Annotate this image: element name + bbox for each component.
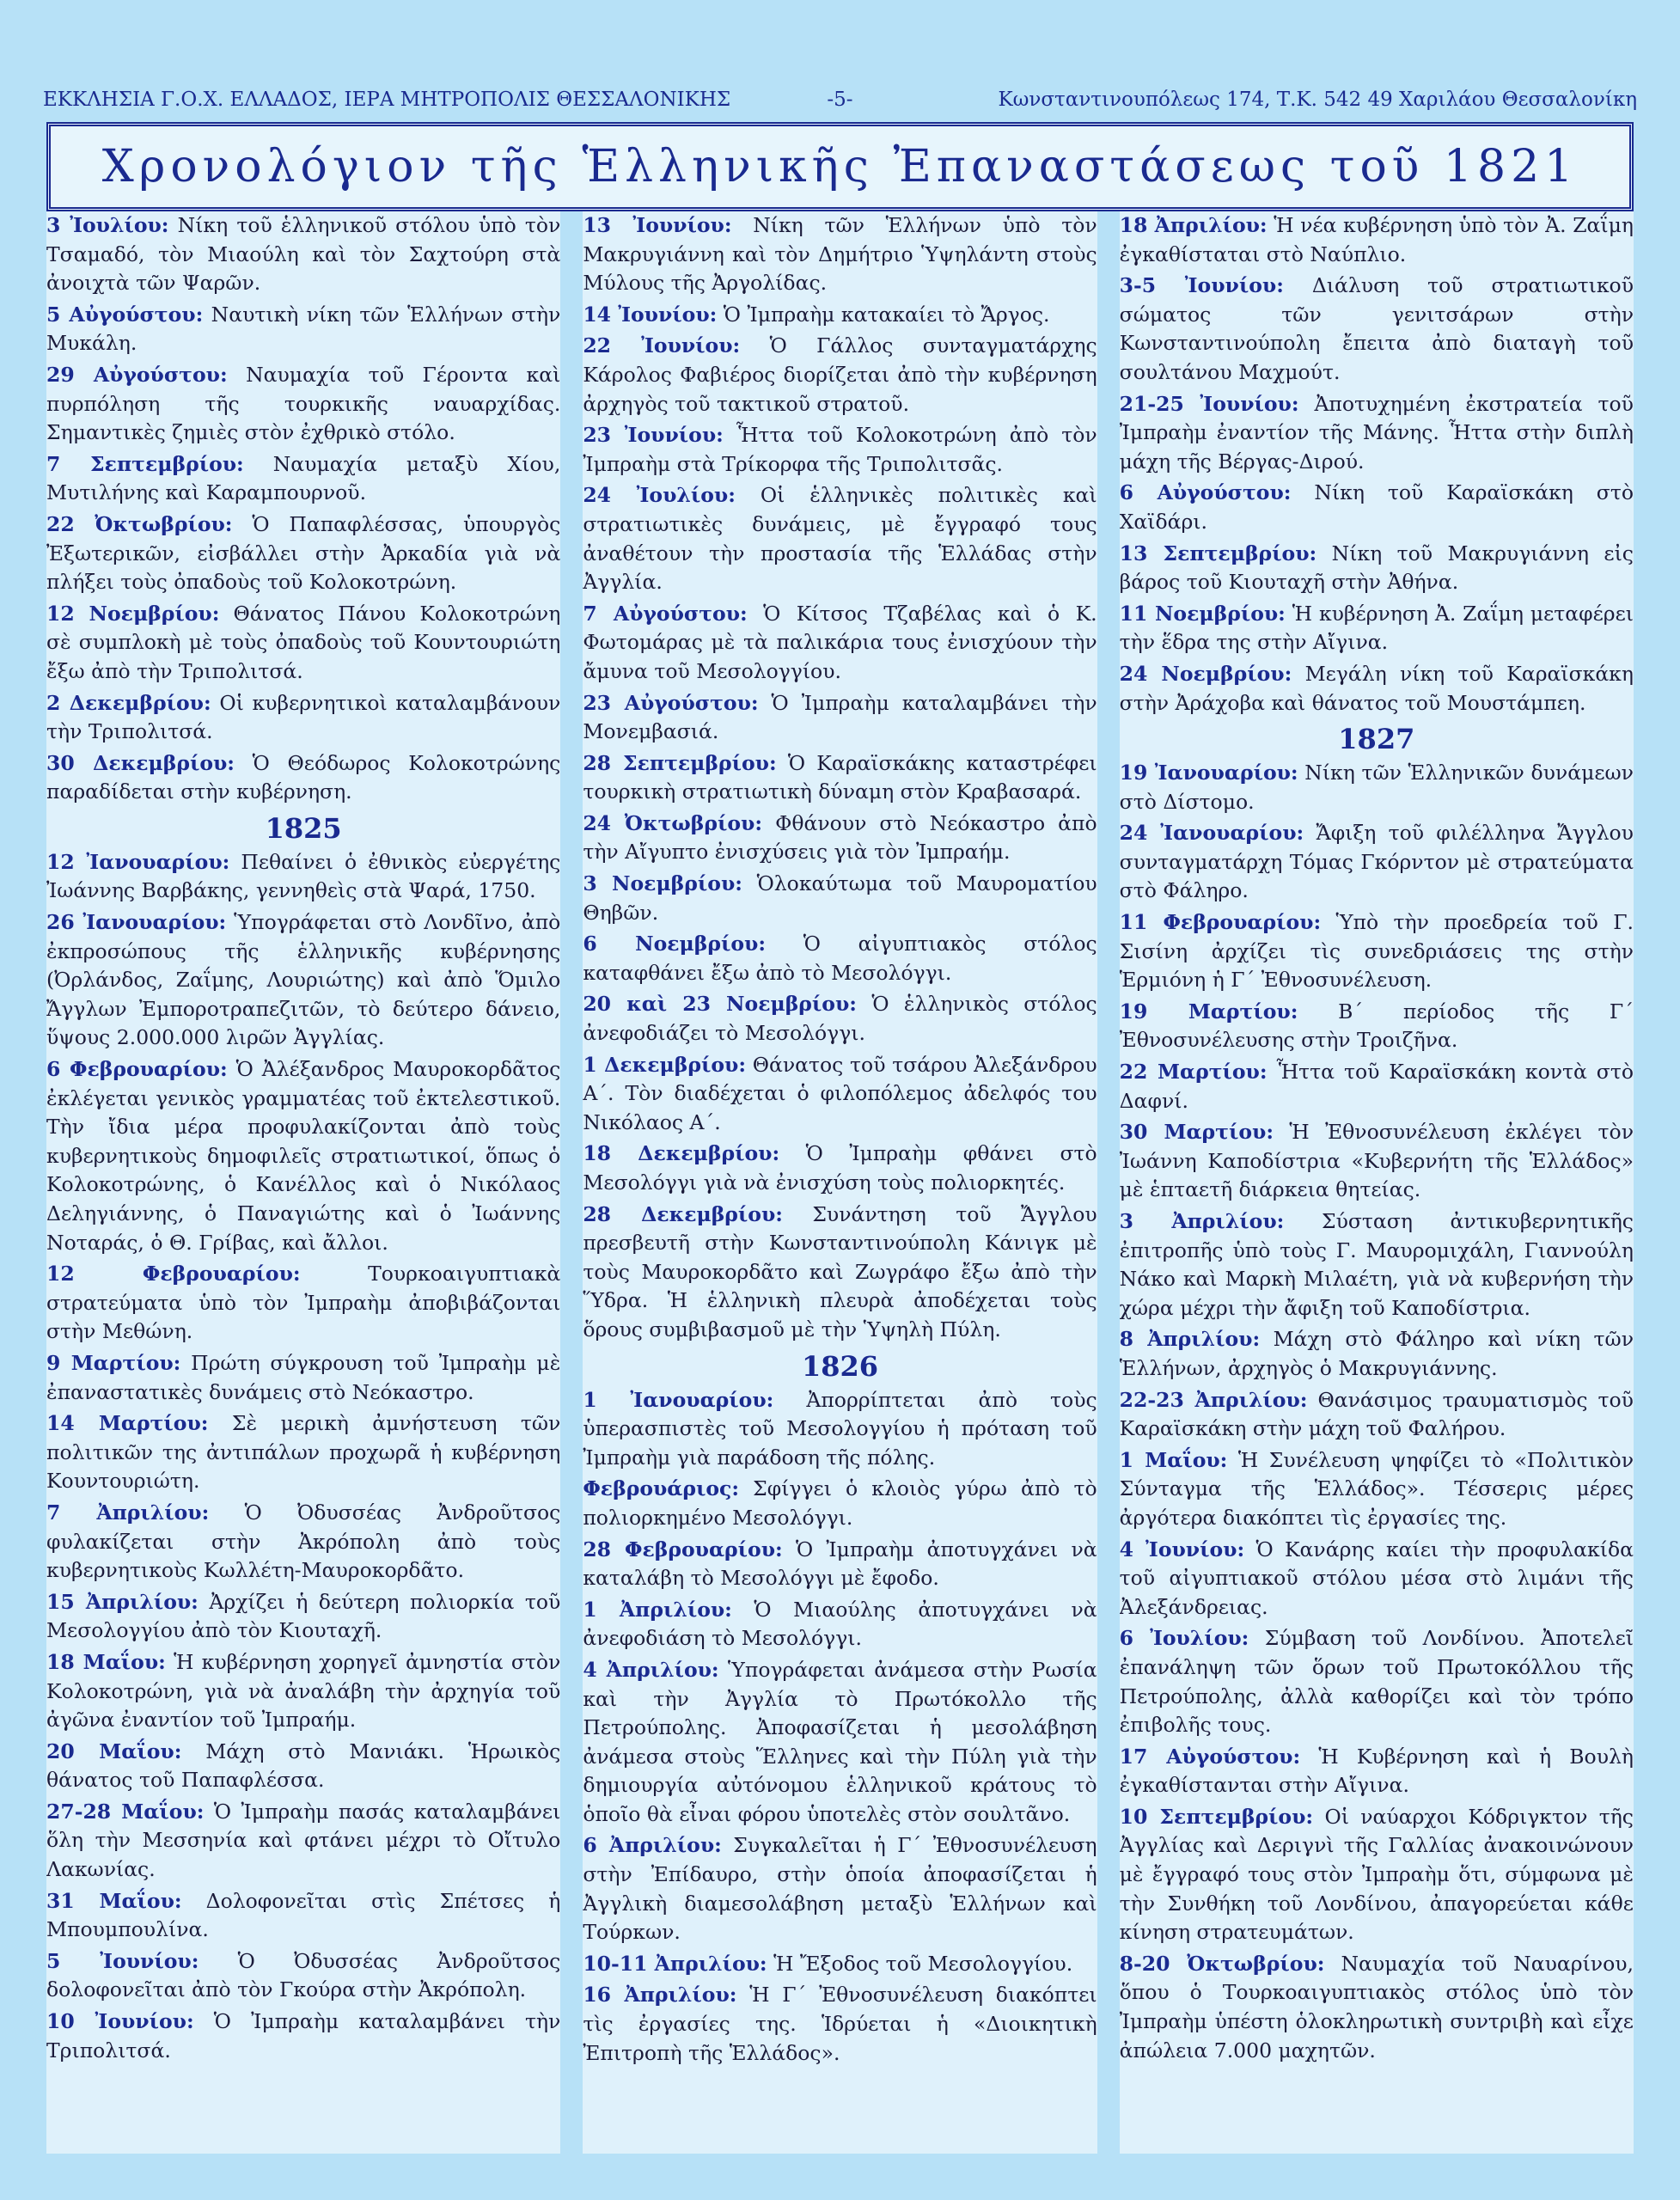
entry-text: Νίκη τῶν Ἑλληνικῶν δυνάμεων στὸ Δίστομο. xyxy=(1119,761,1634,814)
chronology-entry xyxy=(46,848,560,906)
chronology-entry xyxy=(1120,1950,1634,2065)
entry-date: 6 Αὐγούστου: xyxy=(1119,480,1292,505)
chronology-entry xyxy=(46,689,560,747)
column-3 xyxy=(1120,211,1634,2154)
entry-text: Ὁ Ὀδυσσέας Ἀνδροῦτσος δολοφονεῖται ἀπὸ τὸν Γκούρα στὴν Ἀκρόπολη. xyxy=(46,1948,561,2002)
entry-text: Ὁ Ἀλέξανδρος Μαυροκορδᾶτος ἐκλέγεται γενικὸς γραμματέας τοῦ ἐκτελεστικοῦ. Τὴν ἴδια μέρα προφυλακίζονται ἀπὸ τοὺς κυβερνητικοὺς δημοφιλεῖς στρατιωτικοί, ὅπως ὁ Κολοκοτρώνης, ὁ Κανέλλος καὶ ὁ Νικόλαος Δεληγιάννης, ὁ Παναγιώτης καὶ ὁ Ἰωάννης Νοταράς, ὁ Θ. Γρίβας, καὶ ἄλλοι. xyxy=(46,1057,561,1255)
chronology-entry xyxy=(46,1260,560,1347)
entry-date: 24 Ὀκτωβρίου: xyxy=(583,810,763,835)
entry-date: 10 Ἰουνίου: xyxy=(46,2009,194,2034)
entry-date: 7 Σεπτεμβρίου: xyxy=(46,451,244,476)
entry-date: 10-11 Ἀπριλίου: xyxy=(583,1951,767,1976)
column-1 xyxy=(46,211,560,2154)
entry-text: Ἀρχίζει ἡ δεύτερη πολιορκία τοῦ Μεσολογγίου ἀπὸ τὸν Κιουταχῆ. xyxy=(46,1589,561,1643)
entry-date: 7 Αὐγούστου: xyxy=(583,601,748,626)
chronology-entry xyxy=(1120,1058,1634,1115)
chronology-entry xyxy=(583,332,1097,419)
entry-date: 6 Ἀπριλίου: xyxy=(583,1833,722,1858)
entry-date: 30 Δεκεμβρίου: xyxy=(46,750,235,775)
entry-date: 26 Ἰανουαρίου: xyxy=(46,910,227,935)
chronology-entry xyxy=(46,1499,560,1586)
chronology-entry xyxy=(583,990,1097,1048)
entry-text: Ὁ ἑλληνικὸς στόλος ἀνεφοδιάζει τὸ Μεσολόγγι. xyxy=(583,992,1097,1046)
entry-text: Σύσταση ἀντικυβερνητικῆς ἐπιτροπῆς ὑπὸ τοὺς Γ. Μαυρομιχάλη, Γιαννούλη Νάκο καὶ Μαρκὴ Μιλαέτη, γιὰ νὰ κυβερνήση τὴν χώρα μέχρι τὴν ἄφιξη τοῦ Καποδίστρια. xyxy=(1119,1209,1634,1320)
entry-date: 6 Νοεμβρίου: xyxy=(583,932,766,956)
entry-text: Σύμβαση τοῦ Λονδίνου. Ἀποτελεῖ ἐπανάληψη τῶν ὅρων τοῦ Πρωτοκόλλου τῆς Πετρούπολης, ἀλλὰ καθορίζει καὶ τὸν τρόπο ἐπιβολῆς τους. xyxy=(1119,1626,1634,1738)
entry-text: Ἡ κυβέρνηση Ἀ. Ζαΐμη μεταφέρει τὴν ἕδρα της στὴν Αἴγινα. xyxy=(1119,601,1634,655)
entry-text: Συγκαλεῖται ἡ Γ΄ Ἐθνοσυνέλευση στὴν Ἐπίδαυρο, στὴν ὁποία ἀποφασίζεται ἡ Ἀγγλικὴ διαμεσολάβηση μεταξὺ Ἑλλήνων καὶ Τούρκων. xyxy=(583,1833,1097,1945)
entry-text: Ναυμαχία τοῦ Ναυαρίνου, ὅπου ὁ Τουρκοαιγυπτιακὸς στόλος ὑπὸ τὸν Ἰμπραὴμ ὑπέστη ὁλοκληρωτικὴ συντριβὴ καὶ εἶχε ἀπώλεια 7.000 μαχητῶν. xyxy=(1119,1951,1634,2062)
chronology-entry xyxy=(583,1051,1097,1138)
entry-date: 19 Ἰανουαρίου: xyxy=(1119,761,1298,785)
entry-text: Β΄ περίοδος τῆς Γ΄ Ἐθνοσυνέλευσης στὴν Τροιζῆνα. xyxy=(1119,999,1634,1053)
title-banner xyxy=(46,122,1634,211)
chronology-entry xyxy=(583,1831,1097,1946)
chronology-columns xyxy=(46,211,1634,2154)
chronology-entry xyxy=(583,1386,1097,1473)
entry-text: Ὁ Ἰμπραὴμ πασάς καταλαμβάνει ὅλη τὴν Μεσσηνία καὶ φτάνει μέχρι τὸ Οἴτυλο Λακωνίας. xyxy=(46,1799,561,1882)
entry-date: 11 Φεβρουαρίου: xyxy=(1119,910,1322,935)
entry-date: 3 Ἰουλίου: xyxy=(46,213,169,237)
chronology-entry xyxy=(583,421,1097,479)
entry-text: Ὁ Καραϊσκάκης καταστρέφει τουρκικὴ στρατιωτικὴ δύναμη στὸν Κραβασαρά. xyxy=(583,750,1097,804)
chronology-entry xyxy=(583,930,1097,987)
chronology-entry xyxy=(583,749,1097,807)
chronology-entry xyxy=(46,1887,560,1945)
entry-text: Ἡ Συνέλευση ψηφίζει τὸ «Πολιτικὸν Σύνταγμα τῆς Ἑλλάδος». Τέσσερις μέρες ἀργότερα διακόπτει τὶς ἐργασίες της. xyxy=(1119,1447,1634,1530)
chronology-entry xyxy=(46,1409,560,1496)
entry-text: Ἡ κυβέρνηση χορηγεῖ ἀμνηστία στὸν Κολοκοτρώνη, γιὰ νὰ ἀναλάβη τὴν ἀρχηγία τοῦ ἀγῶνα ἐναντίον τοῦ Ἰμπραήμ. xyxy=(46,1649,561,1732)
chronology-entry xyxy=(1120,1386,1634,1444)
entry-date: 22 Ἰουνίου: xyxy=(583,333,741,358)
page-number: -5- xyxy=(827,89,853,111)
chronology-entry xyxy=(583,1981,1097,2068)
entry-text: Ὁ Ἰμπραὴμ φθάνει στὸ Μεσολόγγι γιὰ νὰ ἐνισχύση τοὺς πολιορκητές. xyxy=(583,1141,1097,1195)
entry-date: 4 Ἰουνίου: xyxy=(1119,1537,1245,1561)
chronology-entry xyxy=(1120,540,1634,597)
chronology-entry xyxy=(583,1656,1097,1830)
chronology-entry xyxy=(583,1201,1097,1345)
chronology-entry xyxy=(1120,1118,1634,1205)
entry-text: Ναυμαχία μεταξὺ Χίου, Μυτιλήνης καὶ Καραμπουρνοῦ. xyxy=(46,451,561,505)
chronology-entry xyxy=(583,600,1097,687)
chronology-entry xyxy=(46,211,560,298)
entry-text: Νίκη τῶν Ἑλλήνων ὑπὸ τὸν Μακρυγιάννη καὶ τὸν Δημήτριο Ὑψηλάντη στοὺς Μύλους τῆς Ἀργολίδας. xyxy=(583,213,1097,296)
chronology-entry xyxy=(583,1475,1097,1532)
entry-text: Μεγάλη νίκη τοῦ Καραϊσκάκη στὴν Ἀράχοβα καὶ θάνατος τοῦ Μουστάμπεη. xyxy=(1119,661,1634,715)
entry-date: 12 Ἰανουαρίου: xyxy=(46,849,230,874)
column-2 xyxy=(583,211,1097,2154)
entry-date: 24 Νοεμβρίου: xyxy=(1119,661,1292,686)
chronology-entry xyxy=(583,1596,1097,1653)
entry-date: 20 Μαΐου: xyxy=(46,1739,182,1763)
entry-text: Συνάντηση τοῦ Ἄγγλου πρεσβευτῆ στὴν Κωνσταντινούπολη Κάνιγκ μὲ τοὺς Μαυροκορδᾶτο καὶ Ζωγράφο ἔξω ἀπὸ τὴν Ὕδρα. Ἡ ἑλληνικὴ πλευρὰ ἀποδέχεται τοὺς ὅρους συμβιβασμοῦ μὲ τὴν Ὑψηλὴ Πύλη. xyxy=(583,1201,1097,1341)
entry-text: Ὁ αἰγυπτιακὸς στόλος καταφθάνει ἔξω ἀπὸ τὸ Μεσολόγγι. xyxy=(583,932,1097,985)
chronology-entry xyxy=(1120,600,1634,657)
chronology-entry xyxy=(583,301,1097,330)
chronology-entry xyxy=(1120,908,1634,995)
chronology-entry xyxy=(46,2008,560,2065)
entry-text: Οἱ ναύαρχοι Κόδριγκτον τῆς Ἀγγλίας καὶ Δεριγνὶ τῆς Γαλλίας ἀνακοινώνουν μὲ ἔγγραφό τους στὸν Ἰμπραὴμ ὅτι, σύμφωνα μὲ τὴν Συνθήκη τοῦ Λονδίνου, ἀπαγορεύεται κάθε κίνηση στρατευμάτων. xyxy=(1119,1804,1634,1945)
entry-text: Ὁλοκαύτωμα τοῦ Μαυροματίου Θηβῶν. xyxy=(583,871,1097,925)
entry-date: 18 Μαΐου: xyxy=(46,1649,166,1674)
chronology-entry xyxy=(1120,479,1634,536)
entry-text: Ὁ Μιαούλης ἀποτυγχάνει νὰ ἀνεφοδιάση τὸ Μεσολόγγι. xyxy=(583,1597,1097,1651)
entry-text: Ὁ Κανάρης καίει τὴν προφυλακίδα τοῦ αἰγυπτιακοῦ στόλου μέσα στὸ λιμάνι τῆς Ἀλεξάνδρειας. xyxy=(1119,1537,1634,1619)
entry-date: 1 Μαΐου: xyxy=(1119,1447,1228,1472)
entry-date: 7 Ἀπριλίου: xyxy=(46,1500,210,1525)
chronology-entry xyxy=(583,810,1097,867)
entry-date: 6 Φεβρουαρίου: xyxy=(46,1057,228,1082)
chronology-entry xyxy=(583,1140,1097,1197)
entry-text: Μάχη στὸ Φάληρο καὶ νίκη τῶν Ἑλλήνων, ἀρχηγὸς ὁ Μακρυγιάννης. xyxy=(1119,1327,1634,1380)
entry-text: Ὁ Ἰμπραὴμ κατακαίει τὸ Ἄργος. xyxy=(723,302,1050,327)
chronology-entry xyxy=(46,1349,560,1407)
entry-date: 30 Μαρτίου: xyxy=(1119,1120,1274,1145)
entry-text: Οἱ ἑλληνικὲς πολιτικὲς καὶ στρατιωτικὲς δυνάμεις, μὲ ἔγγραφό τους ἀναθέτουν τὴν προστασία τῆς Ἑλλάδας στὴν Ἀγγλία. xyxy=(583,483,1097,595)
chronology-entry xyxy=(1120,1325,1634,1383)
entry-date: 13 Ἰουνίου: xyxy=(583,213,732,237)
chronology-entry xyxy=(1120,759,1634,816)
chronology-entry xyxy=(583,211,1097,298)
chronology-entry xyxy=(1120,1803,1634,1947)
entry-text: Οἱ κυβερνητικοὶ καταλαμβάνουν τὴν Τριπολιτσά. xyxy=(46,690,561,744)
entry-text: Ὁ Θεόδωρος Κολοκοτρώνης παραδίδεται στὴν κυβέρνηση. xyxy=(46,750,561,804)
chronology-entry xyxy=(46,749,560,807)
entry-date: 8-20 Ὀκτωβρίου: xyxy=(1119,1951,1325,1976)
entry-date: 4 Ἀπριλίου: xyxy=(583,1657,719,1682)
entry-text: Ἧττα τοῦ Κολοκοτρώνη ἀπὸ τὸν Ἰμπραὴμ στὰ Τρίκορφα τῆς Τριπολιτσᾶς. xyxy=(583,423,1097,476)
entry-text: Θάνατος τοῦ τσάρου Ἀλεξάνδρου Α΄. Τὸν διαδέχεται ὁ φιλοπόλεμος ἀδελφός του Νικόλαος Α΄. xyxy=(583,1052,1097,1134)
entry-date: 3 Νοεμβρίου: xyxy=(583,871,742,896)
entry-date: Φεβρουάριος: xyxy=(583,1476,740,1501)
entry-date: 10 Σεπτεμβρίου: xyxy=(1119,1804,1314,1829)
entry-date: 19 Μαρτίου: xyxy=(1119,999,1298,1024)
entry-text: Τουρκοαιγυπτιακὰ στρατεύματα ὑπὸ τὸν Ἰμπραὴμ ἀποβιβάζονται στὴν Μεθώνη. xyxy=(46,1262,561,1344)
entry-text: Ὑπογράφεται ἀνάμεσα στὴν Ρωσία καὶ τὴν Ἀγγλία τὸ Πρωτόκολλο τῆς Πετρούπολης. Ἀποφασίζεται ἡ μεσολάβηση ἀνάμεσα στοὺς Ἕλληνες καὶ τὴν Πύλη γιὰ τὴν δημιουργία αὐτόνομου ἑλληνικοῦ κράτους τὸ ὁποῖο θὰ εἶναι φόρου ὑποτελὲς στὸν σουλτᾶνο. xyxy=(583,1657,1097,1826)
entry-date: 3 Ἀπριλίου: xyxy=(1119,1209,1285,1233)
entry-text: Σφίγγει ὁ κλοιὸς γύρω ἀπὸ τὸ πολιορκημένο Μεσολόγγι. xyxy=(583,1476,1097,1530)
chronology-entry xyxy=(46,1648,560,1735)
chronology-entry xyxy=(46,1588,560,1646)
entry-text: Φθάνουν στὸ Νεόκαστρο ἀπὸ τὴν Αἴγυπτο ἐνισχύσεις γιὰ τὸν Ἰμπραήμ. xyxy=(583,810,1097,865)
chronology-entry xyxy=(46,908,560,1053)
entry-date: 16 Ἀπριλίου: xyxy=(583,1983,737,2008)
entry-date: 1 Ἀπριλίου: xyxy=(583,1597,732,1622)
chronology-entry xyxy=(1120,390,1634,477)
entry-text: Ναυμαχία τοῦ Γέροντα καὶ πυρπόληση τῆς τουρκικῆς ναυαρχίδας. Σημαντικὲς ζημιὲς στὸν ἐχθρικὸ στόλο. xyxy=(46,362,561,445)
entry-date: 22 Μαρτίου: xyxy=(1119,1060,1268,1085)
entry-date: 18 Ἀπριλίου: xyxy=(1119,213,1268,237)
entry-text: Σὲ μερικὴ ἀμνήστευση τῶν πολιτικῶν της ἀντιπάλων προχωρᾶ ἡ κυβέρνηση Κουντουριώτη. xyxy=(46,1411,561,1494)
entry-text: Ἡ Ἔξοδος τοῦ Μεσολογγίου. xyxy=(773,1951,1073,1976)
entry-date: 22 Ὀκτωβρίου: xyxy=(46,511,233,536)
chronology-entry xyxy=(46,1055,560,1257)
entry-text: Ὁ Ἰμπραὴμ ἀποτυγχάνει νὰ καταλάβη τὸ Μεσολόγγι μὲ ἔφοδο. xyxy=(583,1537,1097,1591)
entry-date: 23 Αὐγούστου: xyxy=(583,690,759,715)
entry-date: 28 Δεκεμβρίου: xyxy=(583,1201,783,1226)
chronology-entry xyxy=(583,689,1097,747)
entry-date: 23 Ἰουνίου: xyxy=(583,423,724,448)
entry-date: 17 Αὐγούστου: xyxy=(1119,1744,1301,1769)
entry-text: Ἧττα τοῦ Καραϊσκάκη κοντὰ στὸ Δαφνί. xyxy=(1119,1060,1634,1113)
entry-date: 15 Ἀπριλίου: xyxy=(46,1589,199,1614)
entry-text: Ἡ Κυβέρνηση καὶ ἡ Βουλὴ ἐγκαθίστανται στὴν Αἴγινα. xyxy=(1119,1744,1634,1798)
entry-date: 31 Μαΐου: xyxy=(46,1888,182,1913)
header-address: Κωνσταντινουπόλεως 174, Τ.Κ. 542 49 Χαριλάου Θεσσαλονίκη xyxy=(998,89,1637,111)
entry-text: Δολοφονεῖται στὶς Σπέτσες ἡ Μπουμπουλίνα. xyxy=(46,1888,561,1942)
chronology-entry xyxy=(583,1950,1097,1979)
entry-date: 5 Αὐγούστου: xyxy=(46,302,204,327)
chronology-entry xyxy=(1120,1207,1634,1323)
entry-text: Ἡ νέα κυβέρνηση ὑπὸ τὸν Ἀ. Ζαΐμη ἐγκαθίσταται στὸ Ναύπλιο. xyxy=(1119,213,1634,266)
entry-text: Θάνατος Πάνου Κολοκοτρώνη σὲ συμπλοκὴ μὲ τοὺς ὀπαδοὺς τοῦ Κουντουριώτη ἔξω ἀπὸ τὴν Τριπολιτσά. xyxy=(46,601,561,683)
chronology-entry xyxy=(583,1536,1097,1593)
chronology-entry xyxy=(46,600,560,687)
entry-text: Νίκη τοῦ ἑλληνικοῦ στόλου ὑπὸ τὸν Τσαμαδό, τὸν Μιαούλη καὶ τὸν Σαχτούρη στὰ ἀνοιχτὰ τῶν Ψαρῶν. xyxy=(46,213,561,296)
entry-text: Ὁ Ἰμπραὴμ καταλαμβάνει τὴν Τριπολιτσά. xyxy=(46,2009,561,2062)
entry-date: 3-5 Ἰουνίου: xyxy=(1119,273,1284,298)
chronology-entry xyxy=(1120,998,1634,1055)
entry-date: 5 Ἰουνίου: xyxy=(46,1948,199,1973)
header-church-name: ΕΚΚΛΗΣΙΑ Γ.Ο.Χ. ΕΛΛΑΔΟΣ, ΙΕΡΑ ΜΗΤΡΟΠΟΛΙΣ ΘΕΣΣΑΛΟΝΙΚΗΣ xyxy=(43,89,731,111)
entry-date: 13 Σεπτεμβρίου: xyxy=(1119,541,1317,565)
entry-date: 21-25 Ἰουνίου: xyxy=(1119,391,1299,416)
chronology-entry xyxy=(1120,211,1634,269)
entry-text: Ναυτικὴ νίκη τῶν Ἑλλήνων στὴν Μυκάλη. xyxy=(46,302,561,356)
entry-date: 14 Ἰουνίου: xyxy=(583,302,718,327)
entry-text: Ὑπογράφεται στὸ Λονδῖνο, ἀπὸ ἐκπροσώπους τῆς ἑλληνικῆς κυβέρνησης (Ὀρλάνδος, Ζαΐμης, Λουριώτης) καὶ ἀπὸ Ὅμιλο Ἄγγλων Ἐμποροτραπεζιτῶν, τὸ δεύτερο δάνειο, ὕψους 2.000.000 λιρῶν Ἀγγλίας. xyxy=(46,910,561,1050)
entry-date: 28 Φεβρουαρίου: xyxy=(583,1537,783,1561)
entry-text: Νίκη τοῦ Καραϊσκάκη στὸ Χαϊδάρι. xyxy=(1119,480,1634,534)
chronology-entry xyxy=(1120,272,1634,387)
chronology-entry xyxy=(583,870,1097,927)
chronology-entry xyxy=(1120,819,1634,906)
entry-date: 18 Δεκεμβρίου: xyxy=(583,1141,780,1166)
entry-date: 9 Μαρτίου: xyxy=(46,1350,181,1375)
page-header xyxy=(43,82,1637,117)
chronology-entry xyxy=(1120,1536,1634,1622)
entry-text: Ἄφιξη τοῦ φιλέλληνα Ἄγγλου συνταγματάρχη Τόμας Γκόρντον μὲ στρατεύματα στὸ Φάληρο. xyxy=(1119,821,1634,903)
entry-date: 28 Σεπτεμβρίου: xyxy=(583,750,777,775)
entry-text: Νίκη τοῦ Μακρυγιάννη εἰς βάρος τοῦ Κιουταχῆ στὴν Ἀθήνα. xyxy=(1119,541,1634,595)
entry-text: Ὁ Κίτσος Τζαβέλας καὶ ὁ Κ. Φωτομάρας μὲ τὰ παλικάρια τους ἐνισχύουν τὴν ἄμυνα τοῦ Μεσολογγίου. xyxy=(583,601,1097,683)
entry-date: 20 καὶ 23 Νοεμβρίου: xyxy=(583,992,857,1017)
entry-text: Ὁ Ὀδυσσέας Ἀνδροῦτσος φυλακίζεται στὴν Ἀκρόπολη ἀπὸ τοὺς κυβερνητικοὺς Κωλλέτη-Μαυροκορδᾶτο. xyxy=(46,1500,561,1583)
entry-text: Θανάσιμος τραυματισμὸς τοῦ Καραϊσκάκη στὴν μάχη τοῦ Φαλήρου. xyxy=(1119,1387,1634,1441)
entry-date: 24 Ἰουλίου: xyxy=(583,483,736,508)
year-heading: 1827 xyxy=(1338,723,1415,756)
entry-date: 14 Μαρτίου: xyxy=(46,1411,209,1436)
entry-date: 29 Αὐγούστου: xyxy=(46,362,228,387)
entry-date: 8 Ἀπριλίου: xyxy=(1119,1327,1261,1352)
chronology-entry xyxy=(1120,1624,1634,1739)
entry-date: 27-28 Μαΐου: xyxy=(46,1799,205,1824)
chronology-entry xyxy=(46,450,560,508)
entry-date: 6 Ἰουλίου: xyxy=(1119,1626,1249,1651)
entry-text: Ὑπὸ τὴν προεδρεία τοῦ Γ. Σισίνη ἀρχίζει τὶς συνεδριάσεις της στὴν Ἑρμιόνη ἡ Γ΄ Ἐθνοσυνέλευση. xyxy=(1119,910,1634,993)
chronology-entry xyxy=(1120,660,1634,718)
year-heading: 1825 xyxy=(265,811,342,845)
entry-text: Διάλυση τοῦ στρατιωτικοῦ σώματος τῶν γενιτσάρων στὴν Κωνσταντινούπολη ἔπειτα ἀπὸ διαταγὴ τοῦ σουλτάνου Μαχμούτ. xyxy=(1119,273,1634,384)
entry-text: Ἀποτυχημένη ἐκστρατεία τοῦ Ἰμπραὴμ ἐναντίον τῆς Μάνης. Ἧττα στὴν διπλὴ μάχη τῆς Βέργας-Διρού. xyxy=(1119,391,1634,474)
entry-text: Ὁ Ἰμπραὴμ καταλαμβάνει τὴν Μονεμβασιά. xyxy=(583,690,1097,744)
chronology-entry xyxy=(1120,1743,1634,1800)
entry-text: Ὁ Παπαφλέσσας, ὑπουργὸς Ἐξωτερικῶν, εἰσβάλλει στὴν Ἀρκαδία γιὰ νὰ πλήξει τοὺς ὀπαδοὺς τοῦ Κολοκοτρώνη. xyxy=(46,511,561,595)
entry-date: 12 Φεβρουαρίου: xyxy=(46,1262,301,1286)
chronology-entry xyxy=(46,1947,560,2005)
entry-date: 1 Δεκεμβρίου: xyxy=(583,1052,746,1077)
entry-date: 11 Νοεμβρίου: xyxy=(1119,601,1286,626)
chronology-entry xyxy=(46,361,560,448)
page-title: Χρονολόγιον τῆς Ἑλληνικῆς Ἐπαναστάσεως τοῦ 1821 xyxy=(101,141,1579,192)
entry-date: 2 Δεκεμβρίου: xyxy=(46,690,211,715)
year-heading: 1826 xyxy=(801,1349,879,1383)
entry-text: Πρώτη σύγκρουση τοῦ Ἰμπραὴμ μὲ ἐπαναστατικὲς δυνάμεις στὸ Νεόκαστρο. xyxy=(46,1350,561,1404)
entry-text: Ἀπορρίπτεται ἀπὸ τοὺς ὑπερασπιστὲς τοῦ Μεσολογγίου ἡ πρόταση τοῦ Ἰμπραὴμ γιὰ παράδοση τῆς πόλης. xyxy=(583,1387,1097,1470)
entry-text: Ἡ Ἐθνοσυνέλευση ἐκλέγει τὸν Ἰωάννη Καποδίστρια «Κυβερνήτη τῆς Ἑλλάδος» μὲ ἑπταετῆ διάρκεια θητείας. xyxy=(1119,1120,1634,1202)
entry-date: 24 Ἰανουαρίου: xyxy=(1119,821,1304,846)
entry-text: Μάχη στὸ Μανιάκι. Ἡρωικὸς θάνατος τοῦ Παπαφλέσσα. xyxy=(46,1739,561,1793)
entry-date: 22-23 Ἀπριλίου: xyxy=(1119,1387,1308,1412)
chronology-entry xyxy=(46,510,560,597)
entry-text: Ὁ Γάλλος συνταγματάρχης Κάρολος Φαβιέρος διορίζεται ἀπὸ τὴν κυβέρνηση ἀρχηγὸς τοῦ τακτικοῦ στρατοῦ. xyxy=(583,333,1097,416)
chronology-entry xyxy=(46,1798,560,1885)
chronology-entry xyxy=(46,1738,560,1795)
entry-text: Ἡ Γ΄ Ἐθνοσυνέλευση διακόπτει τὶς ἐργασίες της. Ἱδρύεται ἡ «Διοικητικὴ Ἐπιτροπὴ τῆς Ἑλλάδος». xyxy=(583,1983,1097,2065)
entry-text: Πεθαίνει ὁ ἐθνικὸς εὐεργέτης Ἰωάννης Βαρβάκης, γεννηθεὶς στὰ Ψαρά, 1750. xyxy=(46,849,561,903)
chronology-entry xyxy=(583,481,1097,596)
chronology-entry xyxy=(1120,1446,1634,1533)
entry-date: 1 Ἰανουαρίου: xyxy=(583,1387,774,1412)
entry-date: 12 Νοεμβρίου: xyxy=(46,601,220,626)
chronology-entry xyxy=(46,301,560,358)
